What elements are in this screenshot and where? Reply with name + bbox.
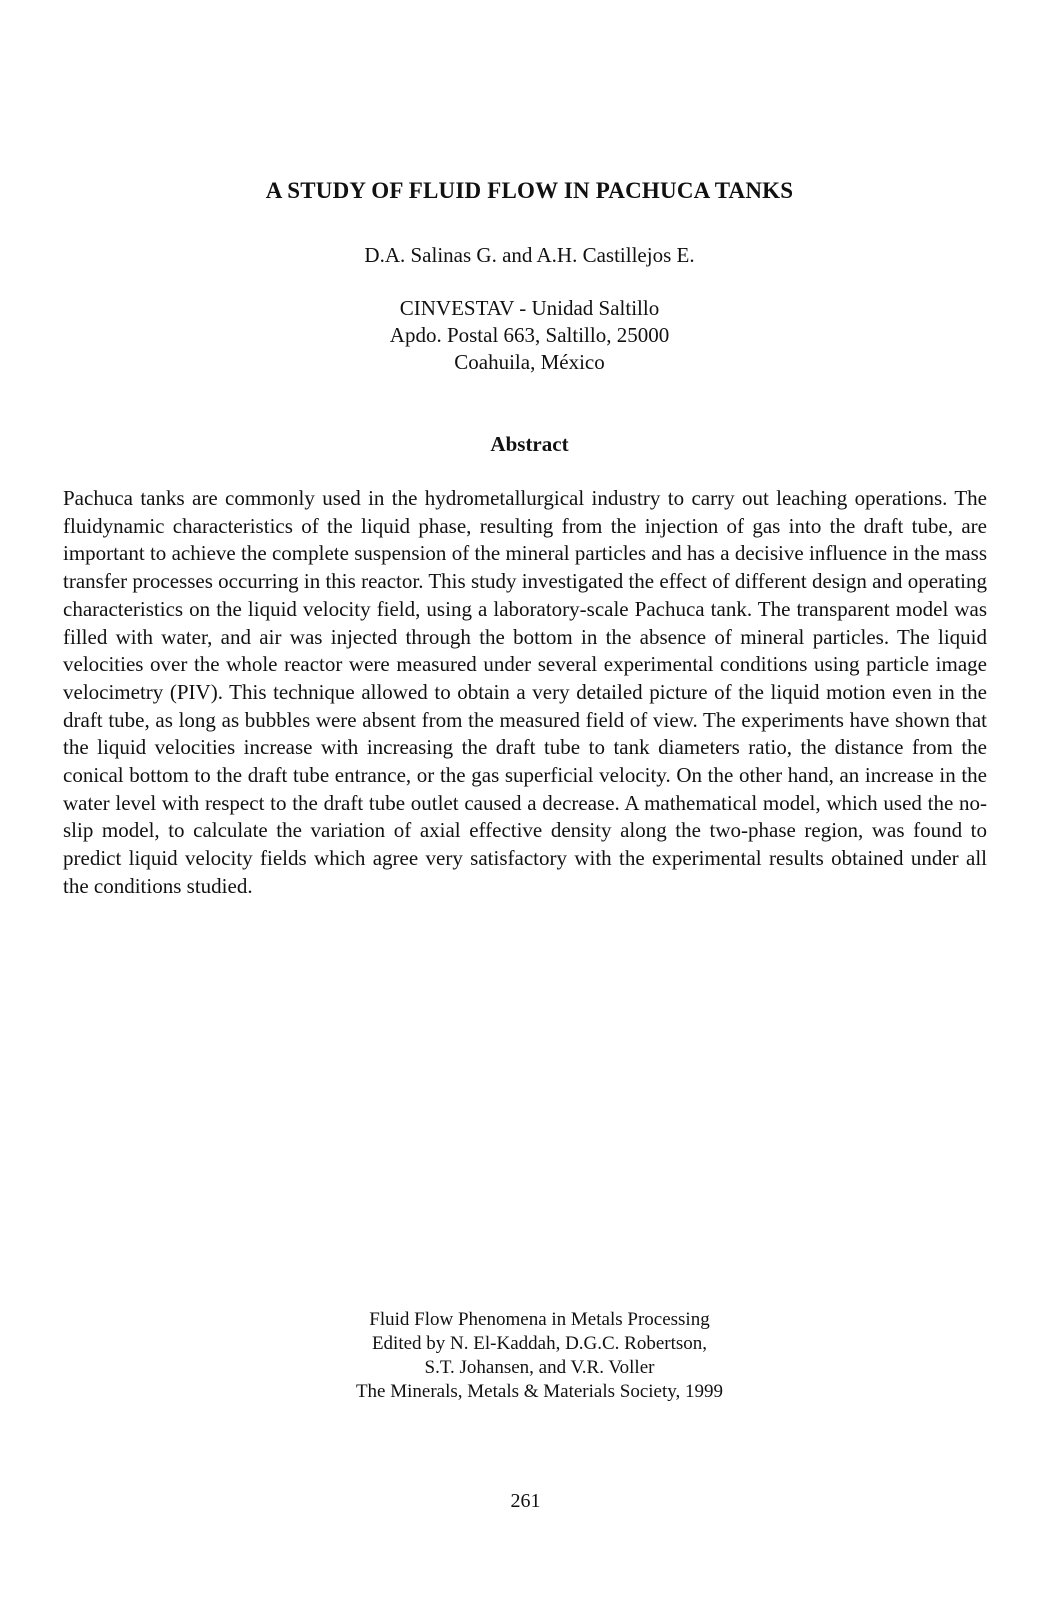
affiliation-line: Apdo. Postal 663, Saltillo, 25000: [389, 323, 670, 347]
affiliation-line: Coahuila, México: [454, 350, 605, 374]
publication-line: Edited by N. El-Kaddah, D.G.C. Robertson,: [371, 1333, 708, 1354]
publication-line: S.T. Johansen, and V.R. Voller: [424, 1357, 655, 1378]
paper-authors: D.A. Salinas G. and A.H. Castillejos E.: [364, 243, 695, 267]
author-affiliation: [0, 295, 1059, 376]
abstract-heading: Abstract: [490, 432, 569, 456]
page-number: 261: [510, 1490, 541, 1512]
affiliation-line: CINVESTAV - Unidad Saltillo: [399, 296, 660, 320]
publication-line: Fluid Flow Phenomena in Metals Processing: [369, 1309, 710, 1330]
publication-line: The Minerals, Metals & Materials Society, 1999: [355, 1381, 724, 1402]
abstract-body: Pachuca tanks are commonly used in the hydrometallurgical industry to carry out leaching operations. The fluidynamic characteristics of the liquid phase, resulting from the injection of gas into the draft tube, are important to achieve the complete suspension of the mineral particles and has a decisive influence in the mass transfer processes occurring in this reactor. This study investigated the effect of different design and operating characteristics on the liquid velocity field, using a laboratory-scale Pachuca tank. The transparent model was filled with water, and air was injected through the bottom in the absence of mineral particles. The liquid velocities over the whole reactor were measured under several experimental conditions using particle image velocimetry (PIV). This technique allowed to obtain a very detailed picture of the liquid motion even in the draft tube, as long as bubbles were absent from the measured field of view. The experiments have shown that the liquid velocities increase with increasing the draft tube to tank diameters ratio, the distance from the conical bottom to the draft tube entrance, or the gas superficial velocity. On the other hand, an increase in the water level with respect to the draft tube outlet caused a decrease. A mathematical model, which used the no-slip model, to calculate the variation of axial effective density along the two-phase region, was found to predict liquid velocity fields which agree very satisfactory with the experimental results obtained under all the conditions studied.: [63, 486, 987, 898]
publication-info: [0, 1308, 1059, 1404]
paper-title: A STUDY OF FLUID FLOW IN PACHUCA TANKS: [265, 178, 794, 203]
